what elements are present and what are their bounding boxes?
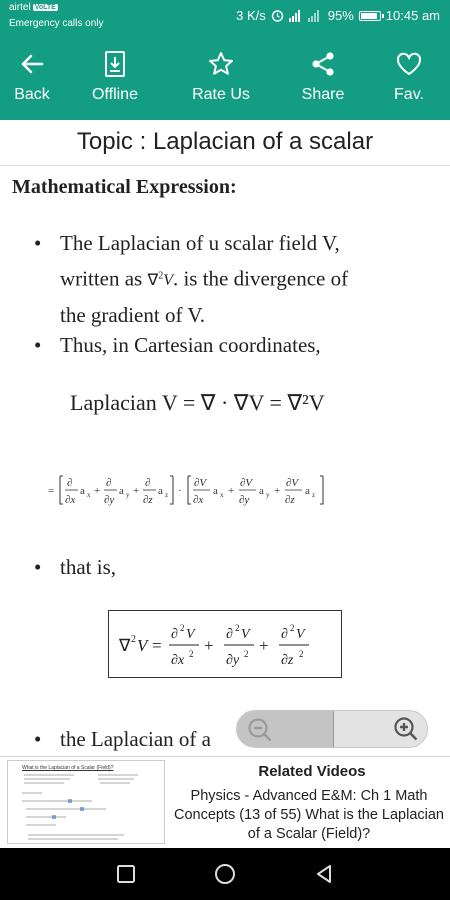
volte-badge: VoLTE bbox=[34, 4, 56, 11]
svg-text:∂z: ∂z bbox=[281, 653, 294, 668]
svg-text:2: 2 bbox=[299, 649, 304, 659]
back-button[interactable] bbox=[0, 36, 64, 120]
fav-label: Fav. bbox=[394, 86, 424, 103]
svg-text:x: x bbox=[220, 491, 224, 499]
svg-text:∂: ∂ bbox=[67, 477, 73, 489]
svg-text:∂V: ∂V bbox=[286, 477, 299, 489]
back-arrow-icon bbox=[18, 50, 46, 78]
svg-text:∂: ∂ bbox=[145, 477, 151, 489]
svg-text:·: · bbox=[178, 485, 182, 497]
svg-text:∂y: ∂y bbox=[239, 494, 250, 506]
svg-text:x: x bbox=[87, 491, 91, 499]
share-label: Share bbox=[301, 86, 345, 103]
rate-us-label: Rate Us bbox=[192, 86, 250, 103]
svg-text:V: V bbox=[137, 636, 148, 655]
zoom-control bbox=[236, 710, 428, 748]
svg-text:∂: ∂ bbox=[226, 627, 233, 642]
svg-text:a: a bbox=[80, 485, 85, 497]
svg-text:a: a bbox=[259, 485, 264, 497]
bullet-text-line: the gradient of V. bbox=[60, 303, 206, 328]
svg-text:a: a bbox=[305, 485, 310, 497]
svg-text:2: 2 bbox=[244, 649, 249, 659]
offline-label: Offline bbox=[92, 86, 138, 103]
rate-us-button[interactable] bbox=[185, 36, 257, 120]
svg-text:V: V bbox=[296, 627, 305, 642]
svg-text:z: z bbox=[312, 491, 316, 499]
heart-icon bbox=[395, 50, 423, 78]
section-heading: Mathematical Expression: bbox=[12, 176, 237, 198]
svg-text:2: 2 bbox=[131, 634, 136, 645]
zoom-in-icon bbox=[393, 716, 419, 742]
emergency-text: Emergency calls only bbox=[9, 18, 104, 29]
svg-text:a: a bbox=[119, 485, 124, 497]
content-area[interactable] bbox=[0, 166, 450, 756]
battery-percent: 95% bbox=[327, 8, 354, 23]
carrier-label: airtel VoLTE bbox=[9, 2, 56, 13]
svg-text:+: + bbox=[274, 485, 281, 497]
page-title: Topic : Laplacian of a scalar bbox=[0, 120, 450, 166]
offline-download-icon bbox=[101, 50, 129, 78]
battery-icon bbox=[359, 11, 381, 21]
share-button[interactable] bbox=[292, 36, 354, 120]
svg-text:+: + bbox=[228, 485, 235, 497]
zoom-out-button[interactable] bbox=[237, 711, 333, 748]
share-icon bbox=[309, 50, 337, 78]
formula-laplacian-cartesian bbox=[109, 611, 343, 679]
svg-text:V: V bbox=[186, 627, 195, 642]
svg-text:∂z: ∂z bbox=[285, 494, 295, 506]
svg-text:a: a bbox=[213, 485, 218, 497]
network-speed: 3 K/s bbox=[236, 8, 266, 23]
formula-laplacian: Laplacian V = ∇ · ∇V = ∇²V bbox=[70, 390, 325, 415]
svg-text:∂y: ∂y bbox=[104, 494, 115, 506]
svg-text:+: + bbox=[259, 636, 269, 655]
svg-text:∂z: ∂z bbox=[143, 494, 153, 506]
star-icon bbox=[207, 50, 235, 78]
svg-text:+: + bbox=[133, 485, 140, 497]
zoom-out-icon bbox=[247, 717, 273, 743]
back-triangle-icon[interactable] bbox=[312, 862, 336, 886]
related-videos-panel[interactable] bbox=[0, 756, 450, 848]
svg-text:+: + bbox=[94, 485, 101, 497]
zoom-in-button[interactable] bbox=[334, 711, 428, 748]
svg-text:∂: ∂ bbox=[171, 627, 178, 642]
signal-icon bbox=[289, 10, 323, 22]
bullet-item-that-is: • that is, bbox=[60, 550, 116, 584]
bullet-item-definition bbox=[60, 226, 348, 332]
back-label: Back bbox=[14, 86, 50, 103]
home-circle-icon[interactable] bbox=[213, 862, 237, 886]
svg-text:=: = bbox=[152, 636, 162, 655]
bullet-item-cartesian: • Thus, in Cartesian coordinates, bbox=[60, 328, 321, 362]
svg-text:2: 2 bbox=[235, 623, 240, 633]
formula-laplacian-cartesian-box bbox=[108, 610, 342, 678]
clock: 10:45 am bbox=[385, 8, 440, 23]
video-thumbnail[interactable] bbox=[7, 760, 165, 844]
svg-text:∂: ∂ bbox=[106, 477, 112, 489]
thumbnail-notes-image bbox=[8, 771, 164, 843]
svg-text:∂x: ∂x bbox=[193, 494, 204, 506]
bullet-item-laplacian-of: • the Laplacian of a bbox=[60, 722, 211, 756]
svg-text:z: z bbox=[165, 491, 169, 499]
svg-text:2: 2 bbox=[180, 623, 185, 633]
toolbar bbox=[0, 36, 450, 120]
svg-text:∂y: ∂y bbox=[226, 653, 240, 668]
related-video-description[interactable]: Physics - Advanced E&M: Ch 1 Math Concepts (13 of 55) What is the Laplacian of a Scalar (Field)? bbox=[173, 788, 444, 842]
svg-text:∂x: ∂x bbox=[171, 653, 185, 668]
status-bar bbox=[0, 0, 450, 36]
system-nav-bar bbox=[0, 848, 450, 900]
svg-text:∂x: ∂x bbox=[65, 494, 76, 506]
svg-text:2: 2 bbox=[189, 649, 194, 659]
svg-text:=: = bbox=[48, 485, 55, 497]
favorite-button[interactable] bbox=[384, 36, 434, 120]
recents-square-icon[interactable] bbox=[114, 862, 138, 886]
svg-text:y: y bbox=[126, 491, 130, 499]
thumbnail-title: What is the Laplacian of a Scalar (Field)? bbox=[22, 765, 114, 771]
bullet-text-line: • The Laplacian of u scalar field V, bbox=[60, 231, 340, 255]
svg-text:a: a bbox=[158, 485, 163, 497]
nabla-squared-v-symbol: ∇$^2$V bbox=[147, 271, 173, 290]
offline-button[interactable] bbox=[82, 36, 148, 120]
svg-text:y: y bbox=[266, 491, 270, 499]
svg-text:∇: ∇ bbox=[119, 636, 131, 655]
svg-text:∂V: ∂V bbox=[240, 477, 253, 489]
svg-text:∂V: ∂V bbox=[194, 477, 207, 489]
related-videos-title: Related Videos bbox=[258, 763, 366, 780]
svg-text:+: + bbox=[204, 636, 214, 655]
svg-text:2: 2 bbox=[290, 623, 295, 633]
alarm-icon bbox=[271, 9, 284, 22]
formula-expanded bbox=[48, 470, 418, 510]
bullet-text-line: written as ∇$^2$V. is the divergence of bbox=[60, 266, 349, 291]
svg-text:∂: ∂ bbox=[281, 627, 288, 642]
svg-text:V: V bbox=[241, 627, 250, 642]
